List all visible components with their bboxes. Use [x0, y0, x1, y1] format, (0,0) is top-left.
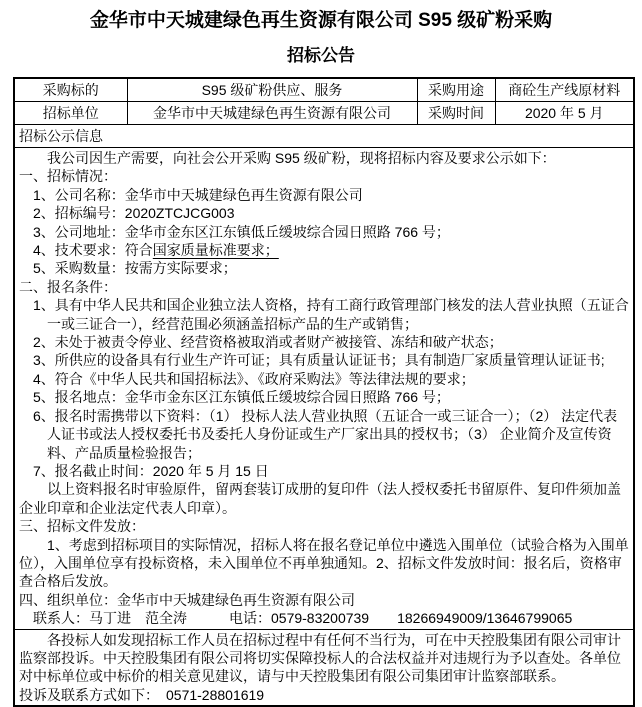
value-procurement-subject: S95 级矿粉供应、服务: [127, 78, 417, 102]
label-procurement-time: 采购时间: [417, 102, 495, 125]
complaint-contact-line: 投诉及联系方式如下： 0571-28801619: [19, 686, 265, 703]
intro-paragraph: 我公司因生产需要，向社会公开采购 S95 级矿粉，现将招标内容及要求公示如下：: [47, 150, 556, 166]
announcement-table: [13, 77, 635, 707]
table-row-complaint: [14, 629, 634, 706]
value-procurement-time: 2020 年 5 月: [495, 102, 634, 125]
info-section-header: 招标公示信息: [14, 125, 634, 148]
document-title: 金华市中天城建绿色再生资源有限公司 S95 级矿粉采购: [89, 10, 553, 31]
section2-item-deadline: 7、报名截止时间：2020 年 5 月 15 日: [33, 462, 269, 479]
section1-item-tender-number: 2、招标编号：2020ZTCJCG003: [33, 205, 235, 222]
table-row-body: [14, 148, 634, 630]
label-tender-unit: 招标单位: [14, 102, 127, 125]
table-row-unit: [14, 102, 634, 125]
complaint-cell: [14, 629, 634, 706]
label-procurement-subject: 采购标的: [14, 78, 127, 102]
technical-requirement-underlined: 国家质量标准要求；: [152, 242, 279, 259]
section1-heading: 一、招标情况：: [19, 168, 117, 185]
section2-heading: 二、报名条件：: [19, 278, 117, 295]
section1-item-technical-requirement: [19, 241, 629, 259]
contact-line: 联系人：马丁进 范全涛 电话：0579-83200739 18266949009/13646799065: [33, 610, 573, 627]
section2-item-status: 2、未处于被责令停业、经营资格被取消或者财产被接管、冻结和破产状态；: [33, 334, 503, 351]
table-row-subject: [14, 78, 634, 102]
section2-item-certificates: 3、所供应的设备具有行业生产许可证；具有质量认证证书；具有制造厂家质量管理认证证书;: [33, 352, 605, 369]
value-procurement-use: 商砼生产线原材料: [495, 78, 634, 102]
notice-body-cell: [14, 148, 634, 630]
section2-item-legal-person: 1、具有中华人民共和国企业独立法人资格，持有工商行政管理部门核发的法人营业执照（五证合一或三证合一），经营范围必须涵盖招标产品的生产或销售；: [33, 297, 629, 332]
label-procurement-use: 采购用途: [417, 78, 495, 102]
complaint-paragraph: 各投标人如发现招标工作人员在招标过程中有任何不当行为，可在中天控股集团有限公司审计监察部投诉。中天控股集团有限公司将切实保障投标人的合法权益并对违规行为予以查处。各单位对中标单位或中标价的相关意见建议，请与中天控股集团有限公司集团审计监察部联系。: [19, 631, 621, 685]
section1-item-company-address: 3、公司地址：金华市金东区江东镇低丘缓坡综合园日照路 766 号；: [33, 223, 450, 240]
document-subtitle: 招标公告: [287, 46, 355, 65]
technical-requirement-prefix: 4、技术要求：符合: [33, 242, 153, 259]
document-page: [0, 9, 642, 707]
section1-item-quantity: 5、采购数量：按需方实际要求；: [33, 260, 237, 277]
section4-heading: 四、组织单位：金华市中天城建绿色再生资源有限公司: [19, 591, 355, 608]
section3-text: 1、考虑到招标项目的实际情况，招标人将在报名登记单位中遴选入围单位（试验合格为入围单位），入围单位享有投标资格，未入围单位不再单独通知。2、招标文件发放时间：报名后，资格审查合格后发放。: [19, 536, 629, 590]
section1-item-company-name: 1、公司名称：金华市中天城建绿色再生资源有限公司: [33, 186, 363, 203]
section3-heading: 三、招标文件发放：: [19, 518, 145, 535]
value-tender-unit: 金华市中天城建绿色再生资源有限公司: [127, 102, 417, 125]
section2-note: 以上资料报名时审验原件，留两套装订成册的复印件（法人授权委托书留原件、复印件须加盖企业印章和企业法定代表人印章）。: [19, 481, 621, 516]
table-row-info-header: [14, 125, 634, 148]
section2-item-required-documents: 6、报名时需携带以下资料：（1） 投标人法人营业执照（五证合一或三证合一）；（2） 法定代表人证书或法人授权委托书及委托人身份证或生产厂家出具的授权书；（3） 企业简介及宣传资料、产品质量检验报告；: [33, 407, 618, 461]
section2-item-registration-place: 5、报名地点：金华市金东区江东镇低丘缓坡综合园日照路 766 号；: [33, 389, 450, 406]
section2-item-laws: 4、符合《中华人民共和国招标法》、《政府采购法》等法律法规的要求；: [33, 370, 475, 387]
